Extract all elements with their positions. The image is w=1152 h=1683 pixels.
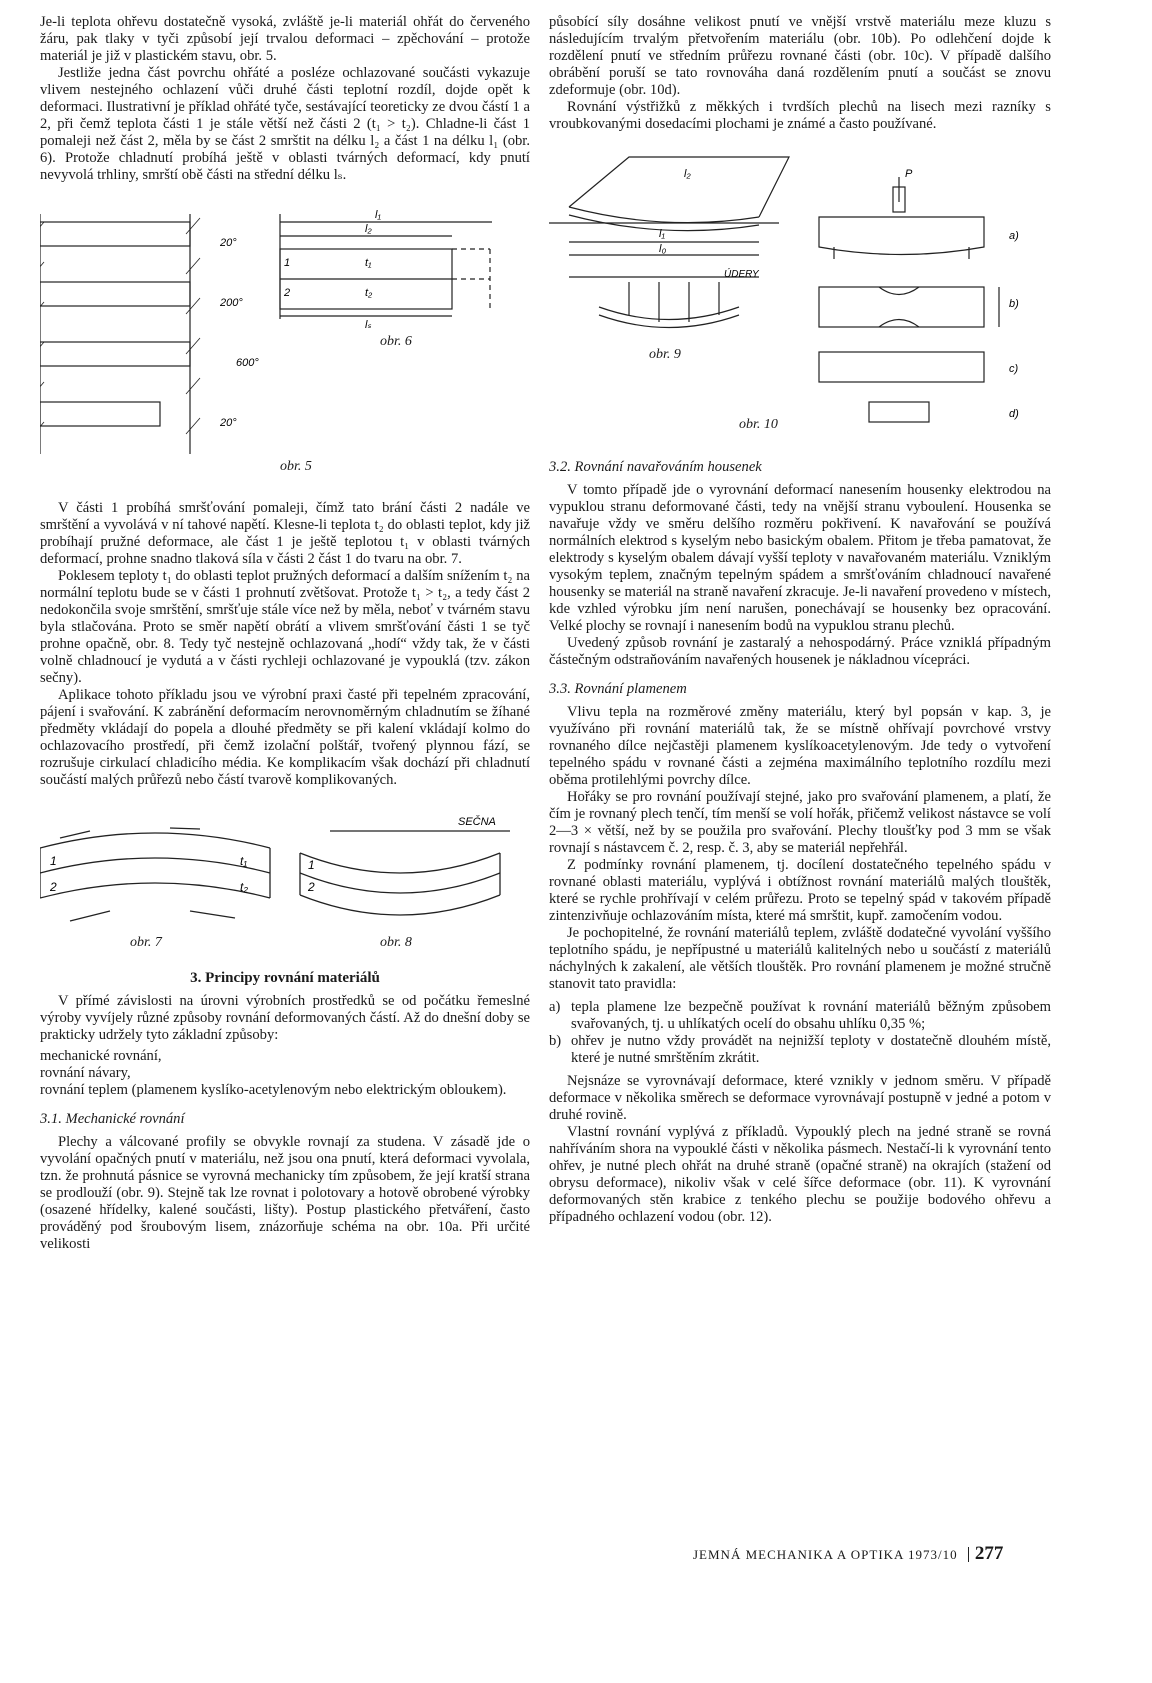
page-footer <box>693 1543 1093 1565</box>
figure-caption: obr. 10 <box>739 417 778 432</box>
figure-5-6-drawing <box>40 204 530 494</box>
svg-text:2: 2 <box>284 287 291 299</box>
list-item: rovnání teplem (plamenem kyslíko-acetylenovým nebo elektrickým obloukem). <box>40 1082 507 1098</box>
page-number: 277 <box>974 1543 1004 1564</box>
paragraph: Rovnání výstřižků z měkkých i tvrdších plechů na lisech mezi razníky s vroubkovanými dosedacími plochami je známé a často používané. <box>549 99 1051 132</box>
list-item <box>549 999 1051 1033</box>
journal-name: JEMNÁ MECHANIKA A OPTIKA 1973/10 <box>693 1547 958 1562</box>
list-item <box>549 1033 1051 1067</box>
paragraph: Jestliže jedna část povrchu ohřáté a posléze ochlazované součásti vykazuje vlivem nestejného ochlazení vůči druhé části teplotní rozdíl, dojde opět k deformaci. Ilustrativní je příklad ohřáté tyče, sestávající teoreticky ze dvou částí 1 a 2, při čemž teplota části 1 je stále větší než části 2 (t₁ > t₂). Chladne-li část 1 pomaleji než část 2, měla by se část 2 smrštit na délku l₂ a část 1 na délku l₁ (obr. 6). Protože chladnutí probíhá ještě v oblasti tvárných deformací, kdy pnutí nevyvolá trhliny, smrští obě části na střední délku lₛ. <box>40 65 530 183</box>
list-item: rovnání návary, <box>40 1065 131 1081</box>
methods-list <box>40 1048 530 1099</box>
svg-text:lₛ: lₛ <box>365 319 372 331</box>
paragraph: Vlivu tepla na rozměrové změny materiálu, který byl popsán v kap. 3, je využíváno při rovnání materiálů tak, že se místně ohřívají povrchové vrstvy rovnaného dílce nejčastěji plamenem kyslíkoacetylenovým. Jde tedy o vytvoření tepelného spádu v rovnané části a zejména maximálního teplotního rozdílu mezi oběma protilehlými povrchy dílce. <box>549 704 1051 788</box>
figure-label: d) <box>1009 408 1019 420</box>
paragraph: V tomto případě jde o vyrovnání deformací nanesením housenky elektrodou na vypuklou stranu deformované části, tedy na vnější stranu vyboulení. Housenka se navařuje vždy ve směru delšího rozměru pokřivení. K navařování se používá normálních elektrod s kyselým nebo basickým obalem. Přitom je třeba pamatovat, že elektrody s kyselým obalem dávají vyšší teploty v navařovaném materiálu. Vzniklým vysokým teplem, značným tepelným spádem a smršťováním chladnoucí navařené housenky se materiál na straně navaření zkracuje. Je-li navaření provedeno v místech, kde vzhled výrobku jím není narušen, ponechávají se housenky bez opracování. Velké plochy se rovnají i nanesením bodů na vypuklou stranu plechů. <box>549 482 1051 634</box>
figure-caption: obr. 5 <box>280 459 312 474</box>
svg-text:1: 1 <box>50 854 57 868</box>
svg-text:2: 2 <box>50 880 57 894</box>
svg-text:l₁: l₁ <box>659 228 665 240</box>
svg-text:l₂: l₂ <box>365 223 372 235</box>
figure-7-8-drawing <box>40 803 530 958</box>
section-heading: 3.1. Mechanické rovnání <box>40 1111 185 1127</box>
temp-label: 20° <box>220 417 237 429</box>
paragraph: Uvedený způsob rovnání je zastaralý a nehospodárný. Práce vzniklá případným částečným odstraňováním navařených housenek je nákladnou vícepráci. <box>549 635 1051 668</box>
svg-text:t₁: t₁ <box>365 257 372 269</box>
svg-text:1: 1 <box>284 257 291 269</box>
list-marker: b) <box>549 1033 562 1049</box>
svg-text:1: 1 <box>308 858 315 872</box>
force-label: P <box>905 168 913 180</box>
paragraph: Plechy a válcované profily se obvykle rovnají za studena. V zásadě jde o vyvolání opačných pnutí v materiálu, než jsou ona pnutí, která deformaci vyvolala, tzn. že prohnutá pásnice se vyrovná mechanicky tím způsobem, že její kratší strana se prodlouží (obr. 9). Stejně tak lze rovnat i polotovary a hotově obrobené výrobky (osazené hřídelky, kalené součásti, lišty). Postup plastického přetváření, často prováděný pod šroubovým lisem, znázorňuje schéma na obr. 10a. Při určité velikosti <box>40 1134 530 1252</box>
svg-text:l₀: l₀ <box>659 243 667 255</box>
paragraph: působící síly dosáhne velikost pnutí ve vnější vrstvě materiálu meze kluzu s následujícím trvalým přetvořením materiálu (obr. 10b). Po odlehčení dojde k rozdělení pnutí ve středním průřezu rovnané části (obr. 10c). V případě dalšího obrábění poruší se tato rovnováha daná rozdělením pnutí a součást se znovu zdeformuje (obr. 10d). <box>549 14 1051 98</box>
paragraph: Z podmínky rovnání plamenem, tj. docílení dostatečného tepelného spádu v rovnané oblasti materiálu, vyplývá i obtížnost rovnání materiálů malých tlouštěk, které se rychle prohřívají v celém průřezu. Proto se tepelný spád v takovém případě zintenzivňuje ochlazováním místa, které má smrštit, kupř. zamočením vodou. <box>549 857 1051 924</box>
list-marker: a) <box>549 999 561 1015</box>
rules-list <box>549 999 1051 1067</box>
figure-5-6 <box>40 204 530 494</box>
figure-7-8 <box>40 803 530 958</box>
temp-label: 600° <box>236 357 259 369</box>
paragraph: Poklesem teploty t₁ do oblasti teplot pružných deformací a dalším snížením t₂ na normální teplotu bude se v části 1 prohnutí zvětšovat. Protože t₁ > t₂, a tedy část 2 nedokončila svoje smrštění, smršťuje stále více než by měla, neboť v tvárném stavu byla stlačována. Proto se směr napětí obrátí a vlivem smršťování části 1 se tyč prohne opačně, obr. 8. Tedy tyč nestejně ochlazovaná „hodí“ vždy tak, že v části volně chladnoucí je vydutá a v části rychleji ochlazované je vypouklá (tzv. zákon sečny). <box>40 568 530 686</box>
svg-text:t₂: t₂ <box>365 287 373 299</box>
section-heading: 3.2. Rovnání navařováním housenek <box>549 459 762 475</box>
right-column <box>549 14 1051 1226</box>
figure-caption: obr. 9 <box>649 347 681 362</box>
paragraph: V přímé závislosti na úrovni výrobních prostředků se od počátku řemeslné výroby vyvíjely různé způsoby rovnání deformovaných částí. Až do dnešní doby se prakticky udržely tyto základní způsoby: <box>40 993 530 1043</box>
paragraph: Aplikace tohoto příkladu jsou ve výrobní praxi časté při tepelném zpracování, pájení i svařování. K zabránění deformacím nerovnoměrným chladnutím se žíhané předměty vkládají do popela a dlouhé předměty se při kalení vkládají kolmo do ochlazovacího prostředí, při čemž izolační polštář, tvořený plynnou fází, se rozrušuje cirkulací chladicího média. Ke komplikacím však dochází při chladnutí součástí malých průřezů nebo částí tvarově komplikovaných. <box>40 687 530 788</box>
list-text: tepla plamene lze bezpečně používat k rovnání materiálů běžným způsobem svařovaných, tj. u uhlíkatých ocelí do obsahu uhlíku 0,35 %; <box>571 999 1051 1032</box>
svg-text:l₁: l₁ <box>375 209 381 221</box>
svg-text:t₁: t₁ <box>240 854 248 868</box>
paragraph: V části 1 probíhá smršťování pomaleji, čímž tato brání části 2 nadále ve smrštění a vyvolává v ní tahové napětí. Klesne-li teplota t₂ do oblasti teplot, kdy již probíhají pružné deformace, ale část 1 je ještě teplotou t₁ v oblasti tvárných deformací, prohne snadno tlaková síla v části 2 část 1 do tvaru na obr. 7. <box>40 500 530 567</box>
paragraph: Nejsnáze se vyrovnávají deformace, které vznikly v jednom směru. V případě deformace v několika směrech se deformace vyrovnávají postupně v jedné a potom v druhé rovině. <box>549 1073 1051 1123</box>
svg-text:l₂: l₂ <box>684 168 691 180</box>
paragraph: Je pochopitelné, že rovnání materiálů teplem, zvláště dodatečné vyvolání vyššího teplotního spádu, je nepřípustné u materiálů kalitelných nebo u součástí z materiálů náchylných k zakalení, ale větších tlouštěk. Pro rovnání plamenem je možné stručně stanovit tato pravidla: <box>549 925 1051 992</box>
paragraph: Hořáky se pro rovnání používají stejné, jako pro svařování plamenem, a platí, že čím je rovnaný plech tenčí, tím menší se volí hořák, přičemž velikost nástavce se volí 2—3 × větší, než by se použila pro svařování. Plechy tloušťky pod 3 mm se však rovnají s nástavcem č. 2, resp. č. 3, aby se materiál nepřehřál. <box>549 789 1051 856</box>
figure-label: a) <box>1009 230 1019 242</box>
figure-caption: obr. 7 <box>130 935 162 950</box>
temp-label: 200° <box>220 297 243 309</box>
paragraph: Je-li teplota ohřevu dostatečně vysoká, zvláště je-li materiál ohřát do červeného žáru, pak tlaky v tyči způsobí její trvalou deformaci – zpěchování – protože materiál je již v plastickém stavu, obr. 5. <box>40 14 530 64</box>
temp-label: 20° <box>220 237 237 249</box>
section-heading: 3.3. Rovnání plamenem <box>549 681 687 697</box>
figure-caption: obr. 8 <box>380 935 412 950</box>
figure-caption: obr. 6 <box>380 334 412 349</box>
secna-label: SEČNA <box>458 816 496 828</box>
chapter-heading: 3. Principy rovnání materiálů <box>190 970 380 986</box>
figure-label: b) <box>1009 298 1019 310</box>
figure-label: c) <box>1009 363 1019 375</box>
svg-text:t₂: t₂ <box>240 880 248 894</box>
list-item: mechanické rovnání, <box>40 1048 162 1064</box>
svg-text:2: 2 <box>308 880 315 894</box>
figure-9-10 <box>549 147 1051 447</box>
list-text: ohřev je nutno vždy provádět na nejnižší teploty v dostatečně dlouhém místě, které je nutné smrštěním zkrátit. <box>571 1033 1051 1066</box>
figure-9-10-drawing <box>549 147 1051 447</box>
left-column <box>40 14 530 1253</box>
paragraph: Vlastní rovnání vyplývá z příkladů. Vypouklý plech na jedné straně se rovná nahříváním shora na vypouklé části v několika pásmech. Nestačí-li k vyrovnání tento ohřev, je nutné plech ohřát na druhé straně (opačné straně) na okrajích (stažení od obrysu deformace), nikoliv však v celé šířce deformace (obr. 11). K vyrovnání deformovaných stěn krabice z tenkého plechu se použije bodového ohřevu a případného ochlazení vodou (obr. 12). <box>549 1124 1051 1225</box>
udery-label: ÚDERY <box>724 269 759 280</box>
